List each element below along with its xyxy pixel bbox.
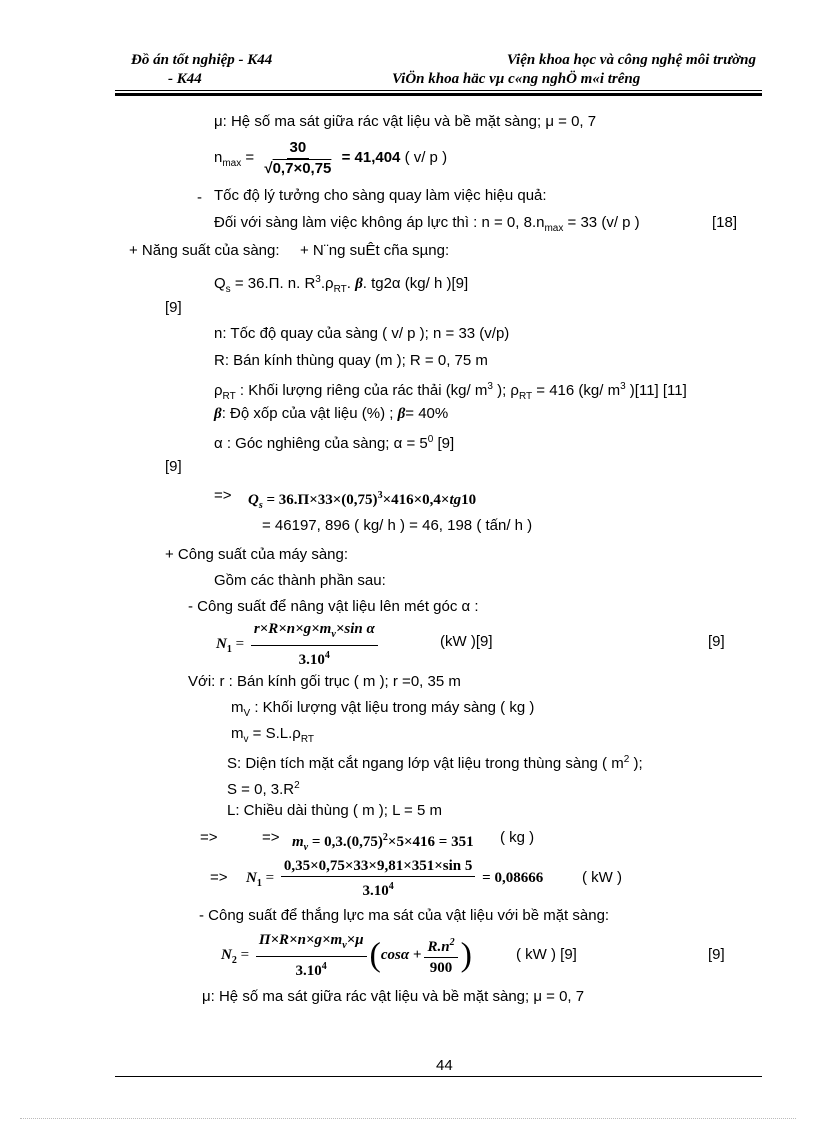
- header-left-title: Đồ án tốt nghiệp - K44: [131, 52, 273, 68]
- n1-description: - Công suất để nâng vật liệu lên mét góc α :: [188, 598, 479, 615]
- qs-result: = 46197, 896 ( kg/ h ) = 46, 198 ( tấn/ h ): [262, 517, 533, 534]
- header-right-title: Viện khoa học và công nghệ môi trường: [506, 52, 756, 68]
- arrow-3: =>: [262, 829, 280, 846]
- arrow-1: =>: [214, 487, 232, 504]
- ref-9-a: [9]: [165, 299, 182, 316]
- n2-ref: [9]: [708, 946, 725, 963]
- page-bottom-edge: [20, 1118, 796, 1119]
- alpha-definition: α : Góc nghiêng của sàng; $\alpha = 5^0$ [9]: [214, 434, 455, 452]
- header-rule-thick: [115, 93, 762, 96]
- n1-unit: (kW )[9]: [440, 633, 493, 650]
- speed-ref: [18]: [712, 214, 738, 231]
- arrow-4: =>: [210, 869, 228, 886]
- qs-formula: $Q_s = 36.\Pi$. n. $R^3.\rho_{RT}$. β. tg2α (kg/ h )[9]: [214, 274, 469, 295]
- n-definition: n: Tốc độ quay của sàng ( v/ p ); n = 33 (v/p): [214, 325, 510, 342]
- mu-definition-2: μ: Hệ số ma sát giữa rác vật liệu và bề mặt sàng; μ = 0, 7: [202, 988, 585, 1005]
- r-gear-definition: Với: r : Bán kính gối trục ( m ); r =0, 35 m: [188, 673, 461, 690]
- page-number: 44: [436, 1057, 453, 1074]
- footer-rule: [115, 1076, 762, 1077]
- capacity-heading: + Năng suất của sàng:: [129, 242, 280, 259]
- ideal-speed-text: Tốc độ lý tưởng cho sàng quay làm việc hiệu quả:: [214, 187, 547, 204]
- rho-definition: $\rho_{RT}$ : Khối lượng riêng của rác thải (kg/ $m^3$ ); $\rho_{RT} = 416$ (kg/ $m^3$ )[11] [11]: [214, 381, 687, 402]
- header-left-subtitle: - K44: [168, 71, 202, 87]
- mv-equation: $m_v = S.L.\rho_{RT}$: [231, 725, 314, 745]
- n2-formula: $N_2$ = $\frac{\Pi\times R\times n\times g\times m_v\times\mu}{3.10^4}$ (cosα + $\frac{R.n^2}{900}$ ): [221, 932, 472, 980]
- mv-calculation: $m_v = 0,3.(0,75)^2\times 5\times 416 = 351$: [292, 832, 474, 853]
- s-equation: S = 0, $3.R^2$: [227, 780, 300, 798]
- l-definition: L: Chiều dài thùng ( m ); L = 5 m: [227, 802, 442, 819]
- mu-definition: μ: Hệ số ma sát giữa rác vật liệu và bề mặt sàng; μ = 0, 7: [214, 113, 597, 130]
- bullet-mark: -: [197, 189, 202, 206]
- n1-calculation: $N_1$ = $\frac{0,35\times 0,75\times 33\times 9,81\times 351\times\sin 5}{3.10^4}$ = 0,08666: [246, 858, 544, 900]
- power-heading: + Công suất của máy sàng:: [165, 546, 349, 563]
- header-right-garbled: ViÖn khoa häc vµ c«ng nghÖ m«i trêng: [392, 71, 641, 87]
- nmax-formula: $n_{max}$ = $\frac{30}{√0,7\times 0,75}$ = 41,404 ( v/ p ): [214, 138, 448, 177]
- beta-definition: β: Độ xốp của vật liệu (%) ; β= 40%: [214, 405, 449, 422]
- header-rule-thin: [115, 90, 762, 91]
- capacity-heading-garbled: + N¨ng suÊt cña sµng:: [300, 242, 450, 259]
- n1-ref: [9]: [708, 633, 725, 650]
- speed-formula: Đối với sàng làm việc không áp lực thì : n = 0, $8.n_{max} = 33$ (v/ p ): [214, 214, 640, 234]
- s-definition: S: Diện tích mặt cắt ngang lớp vật liệu trong thùng sàng ( $m^2$ );: [227, 754, 643, 772]
- r-definition: R: Bán kính thùng quay (m ); R = 0, 75 m: [214, 352, 488, 369]
- arrow-2: =>: [200, 829, 218, 846]
- ref-9-b: [9]: [165, 458, 182, 475]
- n2-description: - Công suất để thắng lực ma sát của vật liệu với bề mặt sàng:: [199, 907, 610, 924]
- n1-calc-unit: ( kW ): [582, 869, 622, 886]
- mv-definition: $m_V$ : Khối lượng vật liệu trong máy sàng ( kg ): [231, 699, 535, 719]
- mv-unit: ( kg ): [500, 829, 535, 846]
- qs-calculation: $Q_s = 36.\Pi\times 33\times(0,75)^3\times 416\times 0,4\times tg10$: [248, 490, 477, 511]
- n2-unit: ( kW ) [9]: [516, 946, 577, 963]
- components-text: Gồm các thành phần sau:: [214, 572, 386, 589]
- n1-formula: $N_1$ = $\frac{r\times R\times n\times g\times m_v\times\sin \alpha}{3.10^4}$: [216, 620, 381, 671]
